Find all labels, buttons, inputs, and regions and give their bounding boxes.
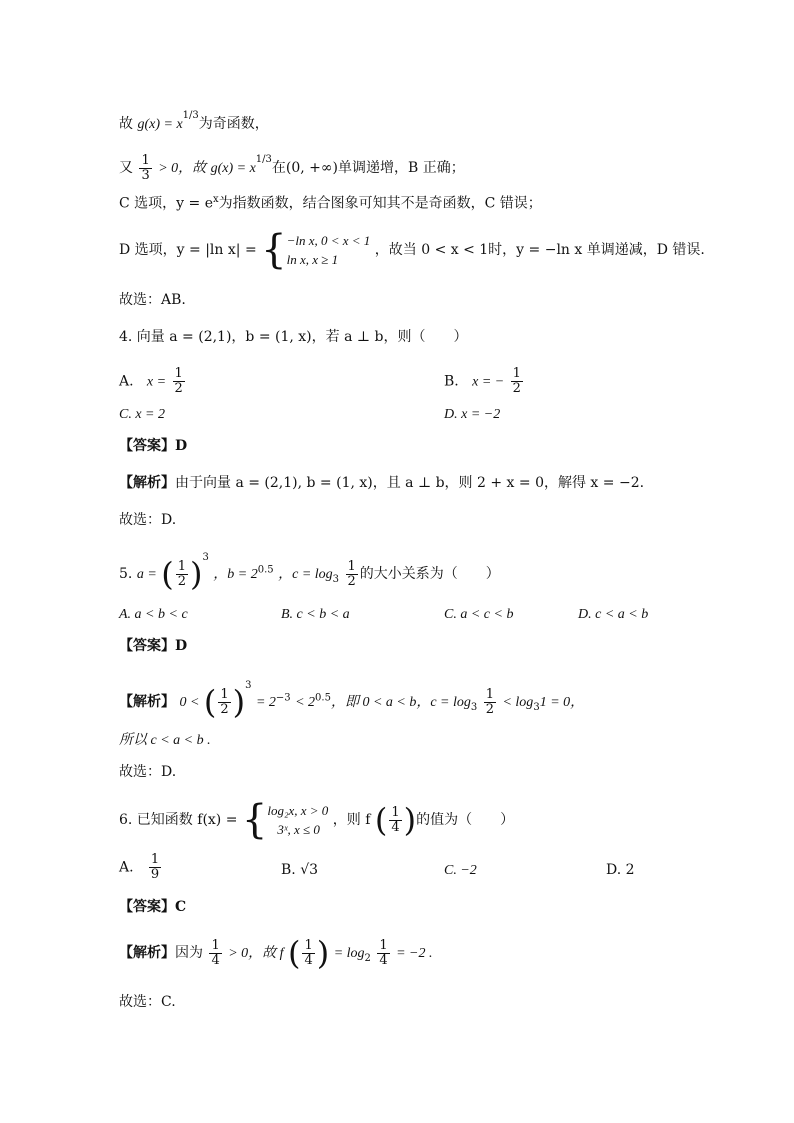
denominator: 4 bbox=[211, 952, 220, 968]
text: 为指数函数，结合图象可知其不是奇函数，C 错误； bbox=[218, 195, 542, 212]
text: 由于向量 a = (2,1), b = (1, x)，且 a ⊥ b，则 2 + x = 0，解得 x = −2. bbox=[175, 475, 645, 491]
text: B. c < b < a bbox=[281, 607, 350, 622]
fraction-one-quarter bbox=[302, 939, 314, 968]
q5-option-d bbox=[578, 604, 648, 625]
cases bbox=[267, 801, 328, 839]
text: C 选项，y = e bbox=[119, 195, 213, 212]
denominator: 4 bbox=[304, 952, 313, 968]
text: ，则 f bbox=[332, 812, 371, 828]
text: 【解析】 bbox=[119, 475, 175, 491]
q5-analysis bbox=[119, 676, 584, 720]
q6-option-d bbox=[606, 860, 635, 880]
math-g-expr: g(x) = x bbox=[137, 117, 183, 132]
q6-analysis bbox=[119, 935, 433, 971]
q5-so bbox=[119, 730, 211, 751]
text: ，即 0 < a < b，c = log bbox=[330, 695, 471, 710]
denominator: 3 bbox=[141, 167, 150, 183]
numerator: 1 bbox=[211, 937, 220, 953]
denominator: 2 bbox=[177, 573, 186, 589]
text: = 2 bbox=[255, 695, 276, 710]
numerator: 1 bbox=[485, 686, 495, 702]
math-g-expr: g(x) = x bbox=[210, 161, 256, 176]
denominator: 2 bbox=[347, 573, 356, 589]
text: 故选：D. bbox=[119, 512, 177, 528]
q5-answer bbox=[119, 636, 187, 656]
q4-option-d bbox=[444, 404, 500, 425]
text: x = − bbox=[472, 374, 505, 390]
q6-option-c bbox=[444, 860, 477, 881]
fraction-one-half bbox=[176, 560, 188, 589]
fraction-one-quarter bbox=[389, 806, 401, 835]
q6-answer bbox=[119, 897, 186, 917]
text: D 选项，y = |ln x| = bbox=[119, 242, 257, 258]
paren-half: ( $\frac{1}{2}$ ) bbox=[161, 555, 203, 593]
piecewise bbox=[241, 797, 329, 843]
denominator: 4 bbox=[379, 952, 388, 968]
text: 为奇函数， bbox=[198, 116, 269, 132]
text: A. a < b < c bbox=[119, 607, 188, 622]
math-exponent: 0.5 bbox=[315, 692, 331, 704]
fraction-one-half bbox=[511, 367, 523, 396]
q6-choose bbox=[119, 992, 176, 1012]
numerator: 1 bbox=[150, 852, 160, 867]
text: C. a < c < b bbox=[444, 607, 514, 622]
math-exponent: 1/3 bbox=[255, 154, 272, 165]
q6-option-a bbox=[119, 853, 163, 882]
fraction-one-ninth bbox=[149, 853, 161, 882]
math-exponent: 3 bbox=[202, 552, 209, 563]
numerator: 1 bbox=[220, 686, 229, 702]
text: 0 < bbox=[179, 695, 200, 710]
fraction-one-quarter bbox=[377, 939, 389, 968]
text: 【答案】D bbox=[119, 638, 188, 654]
q5-option-a bbox=[119, 604, 188, 625]
denominator: 2 bbox=[220, 701, 229, 717]
numerator: 1 bbox=[177, 558, 186, 574]
numerator: 1 bbox=[347, 558, 356, 574]
q4-option-c bbox=[119, 404, 165, 425]
text: 1 = 0， bbox=[539, 695, 585, 710]
line-c-option bbox=[119, 190, 542, 214]
text: D. c < a < b bbox=[578, 607, 649, 622]
line-d-option bbox=[119, 227, 705, 273]
denominator: 9 bbox=[150, 867, 160, 882]
text: = log bbox=[333, 946, 365, 961]
text: 所以 c < a < b . bbox=[119, 733, 211, 748]
numerator: 1 bbox=[141, 152, 150, 168]
fraction-one-half bbox=[173, 367, 185, 396]
text: D. x = −2 bbox=[444, 407, 501, 422]
case-line: 3ˣ, x ≤ 0 bbox=[277, 822, 320, 837]
text: 的值为（ ） bbox=[416, 812, 515, 828]
text: 故选：C. bbox=[119, 994, 176, 1010]
math-subscript: 3 bbox=[332, 573, 340, 585]
text: ，故当 0 < x < 1时，y = −ln x 单调递减，D 错误. bbox=[374, 242, 705, 258]
q4-answer bbox=[119, 436, 187, 456]
text: a = bbox=[136, 567, 157, 582]
left-brace: { bbox=[241, 797, 268, 843]
text: 因为 bbox=[175, 945, 203, 961]
text: < 2 bbox=[295, 695, 316, 710]
denominator: 2 bbox=[512, 381, 521, 396]
fraction-one-half bbox=[484, 688, 496, 717]
fraction-one-half bbox=[218, 688, 230, 717]
math-subscript: 2 bbox=[364, 952, 371, 964]
numerator: 1 bbox=[379, 937, 388, 953]
text: > 0，故 f bbox=[228, 946, 284, 961]
case-line: ln x, x ≥ 1 bbox=[286, 252, 339, 267]
choose-ab bbox=[119, 290, 186, 310]
text: 在(0, +∞)单调递增，B 正确； bbox=[271, 160, 465, 176]
math-subscript: 3 bbox=[470, 701, 478, 713]
option-label: A. bbox=[119, 373, 134, 390]
text: 故选：AB. bbox=[119, 292, 186, 308]
line-g-odd bbox=[119, 106, 269, 135]
text: 【答案】D bbox=[119, 438, 188, 454]
numerator: 1 bbox=[391, 804, 400, 820]
piecewise bbox=[261, 227, 371, 273]
text: > 0，故 bbox=[158, 161, 207, 176]
text: 的大小关系为（ ） bbox=[359, 566, 500, 582]
text: 4. 向量 a = (2,1)，b = (1, x)，若 a ⊥ b，则（ ） bbox=[119, 329, 468, 345]
math-exponent: x bbox=[213, 194, 219, 205]
q5-option-b bbox=[281, 604, 350, 625]
case-line: log₂x, x > 0 bbox=[267, 803, 329, 818]
q4-option-a bbox=[119, 367, 187, 396]
cases bbox=[287, 231, 371, 269]
left-brace: { bbox=[261, 227, 287, 273]
math-exponent: 3 bbox=[245, 680, 252, 691]
numerator: 1 bbox=[304, 937, 313, 953]
text: ，c = log bbox=[278, 567, 333, 582]
text: < log bbox=[502, 695, 534, 710]
denominator: 4 bbox=[391, 819, 400, 835]
option-label: A. bbox=[119, 859, 134, 876]
text: ，b = 2 bbox=[213, 567, 258, 582]
q6-option-b bbox=[281, 860, 318, 880]
text: C. x = 2 bbox=[119, 407, 165, 422]
text: 故选：D. bbox=[119, 764, 177, 780]
denominator: 2 bbox=[174, 381, 183, 396]
paren-quarter: ( $\frac{1}{4}$ ) bbox=[374, 801, 417, 839]
text: 5. bbox=[119, 566, 133, 582]
fraction-one-quarter bbox=[209, 939, 221, 968]
case-line: −ln x, 0 < x < 1 bbox=[286, 233, 371, 248]
q4-analysis bbox=[119, 473, 644, 493]
option-label: B. bbox=[444, 373, 459, 390]
denominator: 2 bbox=[485, 701, 495, 717]
text: D. 2 bbox=[606, 862, 635, 878]
text: 【答案】C bbox=[119, 899, 187, 915]
text: C. −2 bbox=[444, 863, 477, 878]
q6-stem bbox=[119, 797, 515, 843]
text: 6. 已知函数 f(x) = bbox=[119, 812, 238, 828]
q4-stem bbox=[119, 327, 467, 347]
math-subscript: 3 bbox=[533, 701, 540, 713]
paren-half: ( $\frac{1}{2}$ ) bbox=[203, 683, 246, 721]
numerator: 1 bbox=[512, 366, 521, 381]
fraction-one-third bbox=[139, 154, 151, 183]
text: = −2 . bbox=[396, 946, 433, 961]
fraction-one-half bbox=[346, 560, 358, 589]
math-exponent: 1/3 bbox=[182, 110, 199, 121]
math-exponent: 0.5 bbox=[257, 564, 274, 576]
text: 又 bbox=[119, 160, 133, 176]
q4-option-b bbox=[444, 367, 525, 396]
math-exponent: −3 bbox=[275, 692, 291, 704]
text: x = bbox=[146, 374, 167, 390]
text: 【解析】 bbox=[119, 694, 175, 710]
q4-choose bbox=[119, 510, 176, 530]
q5-choose bbox=[119, 762, 176, 782]
numerator: 1 bbox=[174, 366, 183, 381]
text: 故 bbox=[119, 116, 133, 132]
text: 【解析】 bbox=[119, 945, 175, 961]
q5-stem bbox=[119, 548, 500, 592]
line-g-increasing bbox=[119, 150, 465, 183]
paren-quarter: ( $\frac{1}{4}$ ) bbox=[287, 934, 330, 972]
text: B. √3 bbox=[281, 862, 319, 878]
q5-option-c bbox=[444, 604, 513, 625]
